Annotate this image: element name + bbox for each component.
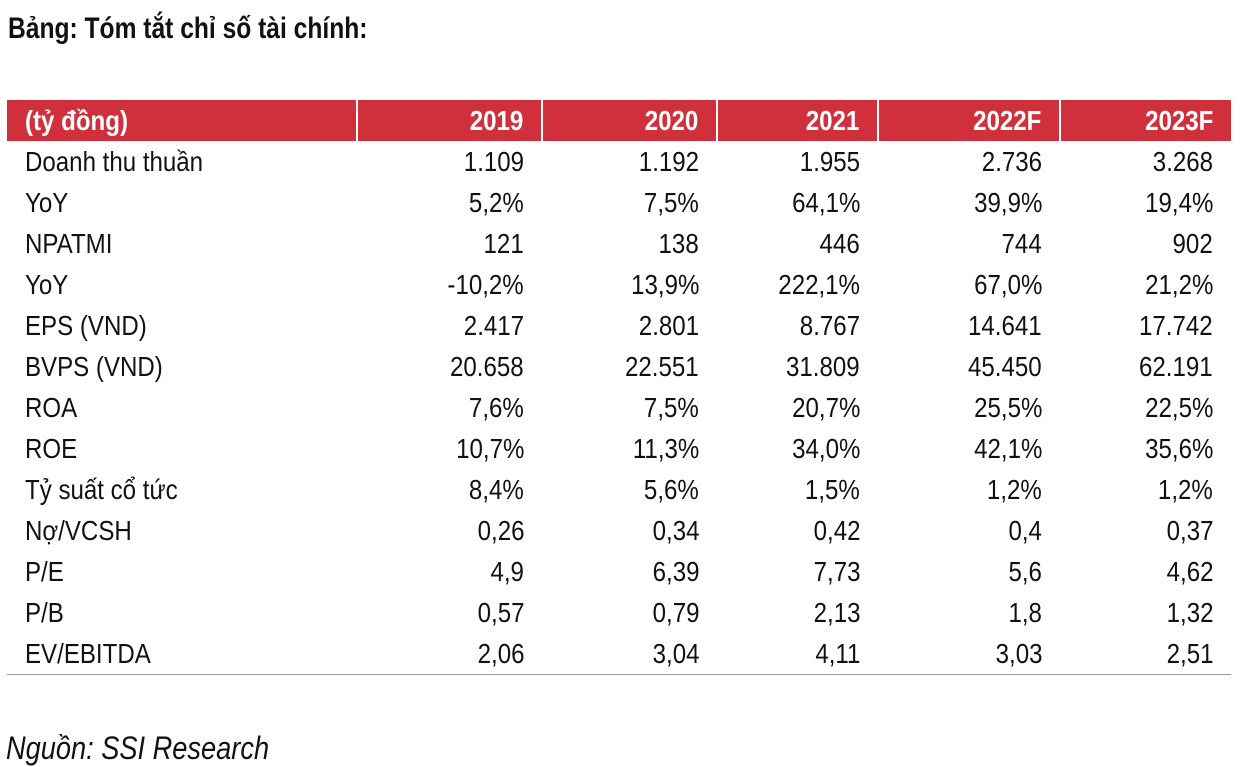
table-cell: 22,5%	[1144, 392, 1213, 423]
source-note: Nguồn: SSI Research	[6, 730, 270, 766]
table-cell: 21,2%	[1144, 269, 1213, 300]
table-cell: 902	[1172, 228, 1213, 259]
table-row	[7, 346, 1231, 387]
table-cell: 4,11	[717, 633, 878, 675]
table-cell: 22.551	[625, 351, 699, 382]
table-cell: 1.192	[638, 146, 699, 177]
table-cell: 222,1%	[778, 269, 860, 300]
table-cell: 0,42	[813, 515, 860, 546]
table-cell: 8,4%	[469, 474, 524, 505]
row-label: EV/EBITDA	[7, 633, 357, 675]
row-label: Nợ/VCSH	[25, 515, 132, 546]
table-cell: 3.268	[1152, 146, 1213, 177]
row-label: EPS (VND)	[25, 310, 147, 341]
table-cell: 0,37	[1166, 515, 1213, 546]
table-cell: 17.742	[1139, 310, 1213, 341]
table-row	[7, 305, 1231, 346]
table-cell: 138	[658, 228, 699, 259]
table-body	[7, 141, 1231, 675]
row-label: NPATMI	[25, 228, 113, 259]
table-row	[7, 141, 1231, 182]
table-cell: 19,4%	[1144, 187, 1213, 218]
table-cell: 42,1%	[973, 433, 1042, 464]
table-cell: -10,2%	[447, 269, 524, 300]
table-row	[7, 510, 1231, 551]
row-label: Doanh thu thuần	[25, 146, 204, 177]
table-cell: 6,39	[652, 556, 699, 587]
table-title: Bảng: Tóm tắt chỉ số tài chính:	[8, 12, 368, 45]
table-cell: 2,51	[1060, 633, 1231, 675]
header-year-2023f: 2023F	[1060, 100, 1231, 141]
table-cell: 35,6%	[1144, 433, 1213, 464]
table-row	[7, 387, 1231, 428]
table-cell: 4,62	[1166, 556, 1213, 587]
table-cell: 14.641	[968, 310, 1042, 341]
table-cell: 25,5%	[973, 392, 1042, 423]
table-row	[7, 633, 1231, 675]
table-cell: 31.809	[786, 351, 860, 382]
table-cell: 5,6%	[644, 474, 699, 505]
table-cell: 7,5%	[644, 392, 699, 423]
table-cell: 20.658	[450, 351, 524, 382]
header-year-2022f: 2022F	[878, 100, 1060, 141]
table-cell: 1,5%	[805, 474, 860, 505]
table-row	[7, 264, 1231, 305]
table-cell: 13,9%	[630, 269, 699, 300]
table-cell: 0,79	[652, 597, 699, 628]
table-cell: 744	[1001, 228, 1042, 259]
table-cell: 20,7%	[791, 392, 860, 423]
table-cell: 121	[483, 228, 524, 259]
header-year-2020: 2020	[542, 100, 717, 141]
header-year-2021: 2021	[717, 100, 878, 141]
table-cell: 1.955	[799, 146, 860, 177]
row-label: ROE	[25, 433, 78, 464]
table-cell: 34,0%	[791, 433, 860, 464]
table-cell: 3,04	[542, 633, 717, 675]
table-header-row	[7, 100, 1231, 141]
table-cell: 1.109	[463, 146, 524, 177]
table-row	[7, 223, 1231, 264]
table-cell: 2.801	[638, 310, 699, 341]
financial-summary-table	[7, 100, 1231, 675]
table-cell: 2,06	[357, 633, 542, 675]
table-row	[7, 182, 1231, 223]
table-cell: 1,2%	[987, 474, 1042, 505]
table-cell: 2,13	[813, 597, 860, 628]
table-row	[7, 592, 1231, 633]
table-cell: 11,3%	[632, 433, 699, 464]
table-row	[7, 551, 1231, 592]
table-cell: 1,2%	[1158, 474, 1213, 505]
table-cell: 2.736	[981, 146, 1042, 177]
row-label: P/B	[25, 597, 64, 628]
table-cell: 64,1%	[791, 187, 860, 218]
row-label: ROA	[25, 392, 78, 423]
row-label: P/E	[25, 556, 64, 587]
table-cell: 1,32	[1166, 597, 1213, 628]
table-cell: 5,2%	[469, 187, 524, 218]
table-cell: 10,7%	[455, 433, 524, 464]
table-row	[7, 428, 1231, 469]
table-cell: 62.191	[1139, 351, 1213, 382]
table-cell: 3,03	[878, 633, 1060, 675]
table-cell: 7,6%	[469, 392, 524, 423]
table-cell: 8.767	[799, 310, 860, 341]
table-cell: 1,8	[1008, 597, 1042, 628]
table-cell: 7,73	[813, 556, 860, 587]
table-cell: 5,6	[1008, 556, 1042, 587]
table-cell: 45.450	[968, 351, 1042, 382]
table-cell: 0,57	[477, 597, 524, 628]
row-label: BVPS (VND)	[25, 351, 163, 382]
table-row	[7, 469, 1231, 510]
row-label: YoY	[25, 269, 69, 300]
header-unit-label: (tỷ đồng)	[7, 100, 357, 141]
table-cell: 67,0%	[973, 269, 1042, 300]
table-cell: 446	[819, 228, 860, 259]
row-label: YoY	[25, 187, 69, 218]
header-year-2019: 2019	[357, 100, 542, 141]
table-cell: 4,9	[490, 556, 524, 587]
row-label: Tỷ suất cổ tức	[25, 474, 178, 505]
table-cell: 0,4	[1008, 515, 1042, 546]
table-cell: 2.417	[463, 310, 524, 341]
table-cell: 0,34	[652, 515, 699, 546]
table-cell: 0,26	[477, 515, 524, 546]
table-cell: 7,5%	[644, 187, 699, 218]
table-cell: 39,9%	[973, 187, 1042, 218]
